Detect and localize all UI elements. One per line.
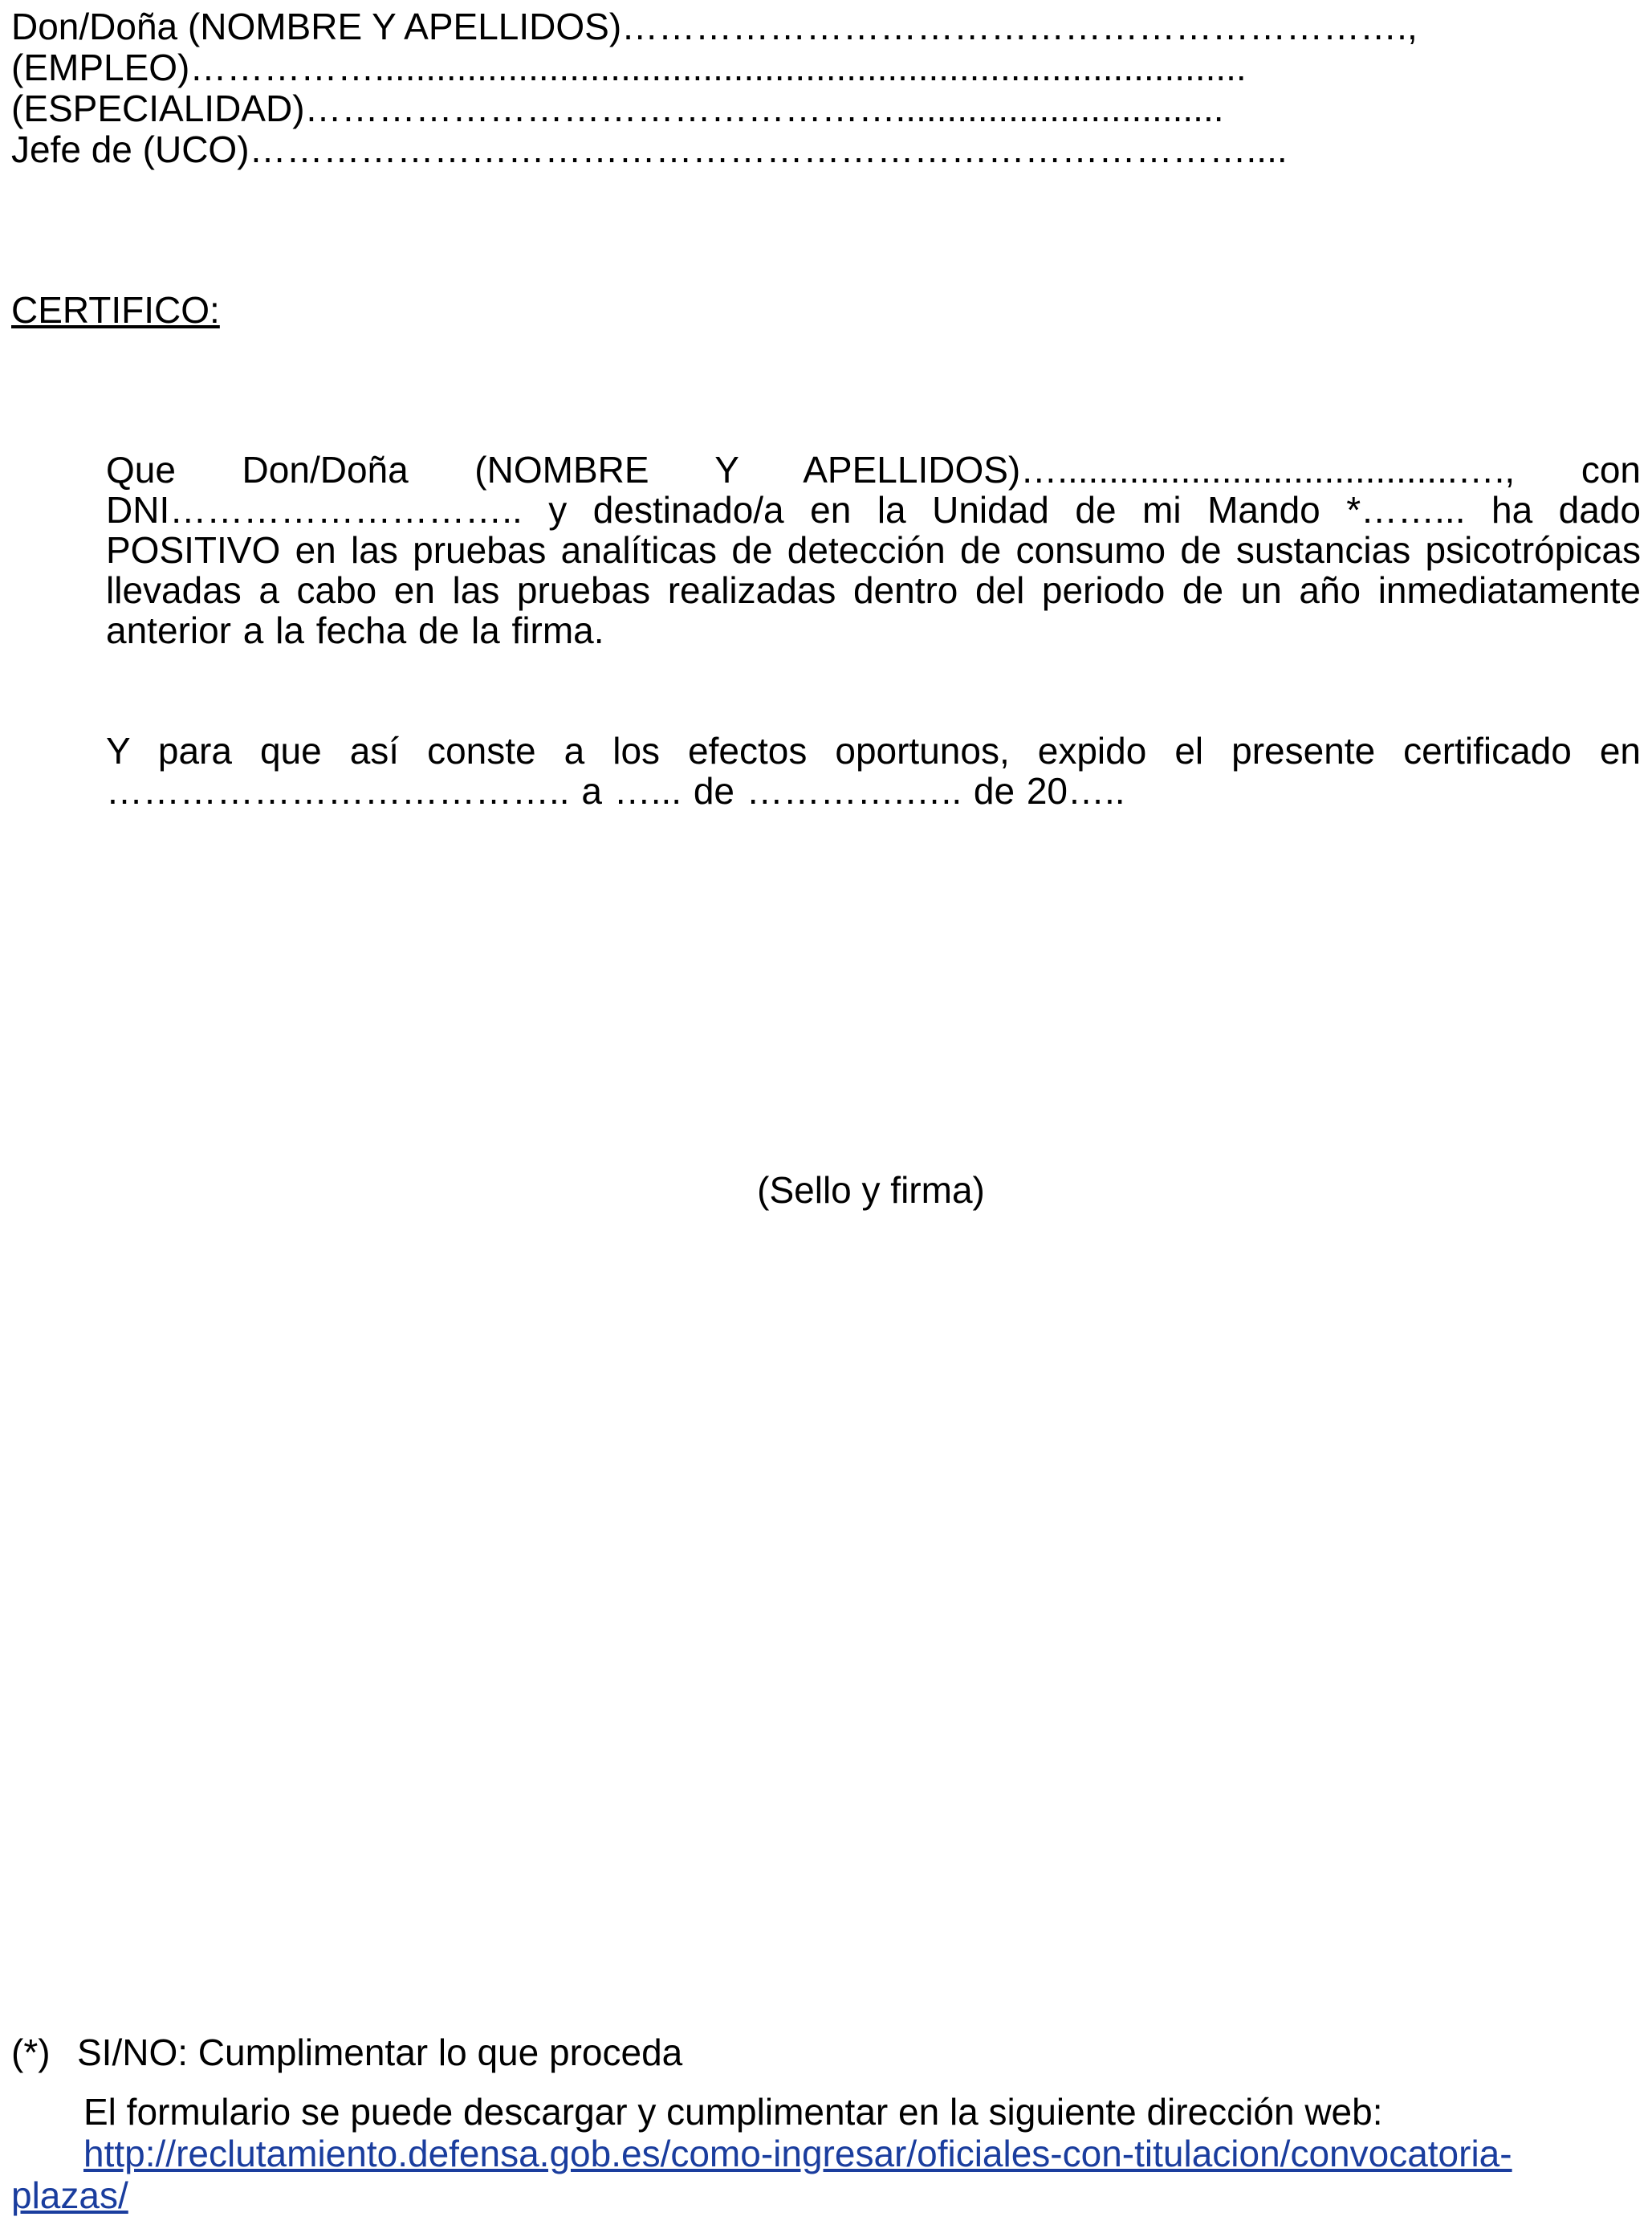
seal-signature-label: (Sello y firma) bbox=[757, 1169, 985, 1211]
header-uco-line: Jefe de (UCO)……………………………………………………………………….... bbox=[11, 129, 1288, 170]
download-info-text: El formulario se puede descargar y cumplimentar en la siguiente dirección web: bbox=[83, 2091, 1383, 2133]
header-especialidad-line: (ESPECIALIDAD)…………………………………………................................ bbox=[11, 88, 1224, 129]
certifico-heading: CERTIFICO: bbox=[11, 289, 220, 331]
footnote bbox=[11, 2031, 682, 2073]
download-link[interactable]: http://reclutamiento.defensa.gob.es/como-ingresar/oficiales-con-titulacion/convocatoria- bbox=[83, 2133, 1512, 2174]
certificate-body-paragraph: Que Don/Doña (NOMBRE Y APELLIDOS)….......................................…., con DNI……………………….. y destinado/a en la Unidad de mi Mando *……... ha dado POSITIVO en las pruebas analíticas de detección de consumo de sustancias psicotrópicas llevadas a cabo en las pruebas realizadas dentro del periodo de un año inmediatamente anterior a la fecha de la firma. bbox=[106, 449, 1641, 651]
header-nombre-line: Don/Doña (NOMBRE Y APELLIDOS)………………………………………………………., bbox=[11, 6, 1418, 47]
footnote-mark: (*) bbox=[11, 2031, 51, 2073]
certificate-closing-paragraph: Y para que así conste a los efectos oportunos, expido el presente certificado en ……………………………….. a …... de ………….….. de 20….. bbox=[106, 730, 1641, 812]
download-link-continuation[interactable]: plazas/ bbox=[11, 2174, 128, 2216]
footnote-text: SI/NO: Cumplimentar lo que proceda bbox=[77, 2031, 683, 2073]
certificate-header bbox=[11, 6, 1641, 170]
header-empleo-line: (EMPLEO)……………..................................................................................... bbox=[11, 47, 1247, 88]
download-link-block bbox=[11, 2091, 1641, 2216]
